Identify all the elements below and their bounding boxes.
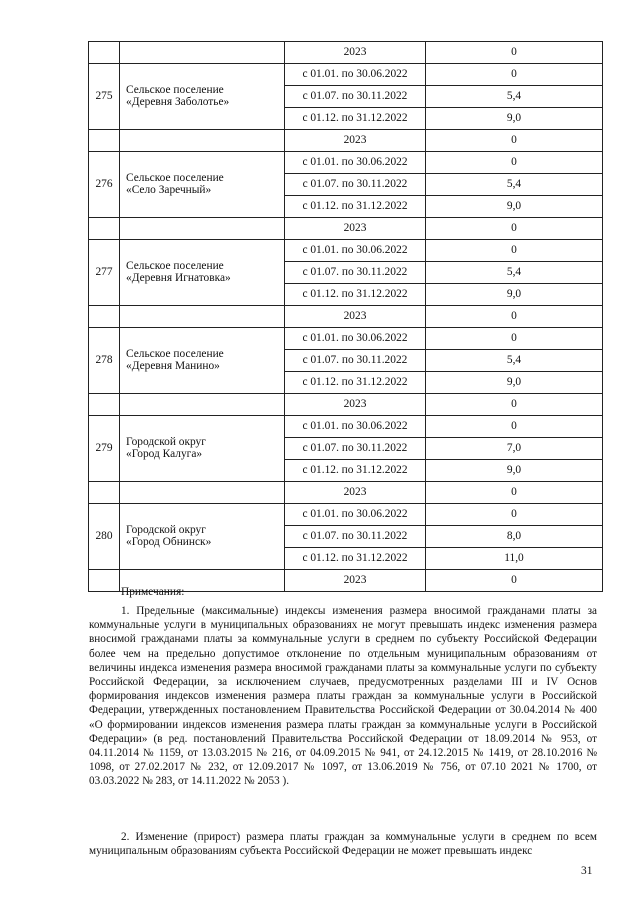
- empty-cell: [120, 218, 285, 240]
- empty-cell: [89, 570, 120, 592]
- period-cell: с 01.07. по 30.11.2022: [285, 350, 426, 372]
- period-cell: 2023: [285, 218, 426, 240]
- row-number: [89, 42, 120, 64]
- period-cell: с 01.12. по 31.12.2022: [285, 460, 426, 482]
- empty-cell: [89, 306, 120, 328]
- municipality-title: «Город Калуга»: [126, 447, 203, 460]
- value-cell: 9,0: [426, 460, 603, 482]
- table-row: [89, 218, 603, 240]
- empty-cell: [89, 482, 120, 504]
- value-cell: 0: [426, 416, 603, 438]
- table-row: [89, 504, 603, 526]
- empty-cell: [120, 130, 285, 152]
- table-row: [89, 482, 603, 504]
- period-cell: с 01.12. по 31.12.2022: [285, 108, 426, 130]
- period-cell: с 01.01. по 30.06.2022: [285, 328, 426, 350]
- table-row: [89, 152, 603, 174]
- value-cell: 0: [426, 240, 603, 262]
- table-row: [89, 130, 603, 152]
- notes-title: Примечания:: [121, 586, 185, 598]
- table-row: [89, 42, 603, 64]
- empty-cell: [120, 482, 285, 504]
- row-number: 280: [89, 504, 120, 570]
- row-number: 279: [89, 416, 120, 482]
- table-row: [89, 306, 603, 328]
- value-cell: 5,4: [426, 86, 603, 108]
- value-cell: 0: [426, 394, 603, 416]
- municipality-type: Сельское поселение: [126, 83, 224, 96]
- value-cell: 8,0: [426, 526, 603, 548]
- municipality-type: Городской округ: [126, 523, 206, 536]
- municipality-name: [120, 416, 285, 482]
- period-cell: с 01.01. по 30.06.2022: [285, 504, 426, 526]
- municipality-title: «Деревня Игнатовка»: [126, 271, 231, 284]
- row-number: 276: [89, 152, 120, 218]
- value-cell: 9,0: [426, 372, 603, 394]
- municipality-name: [120, 504, 285, 570]
- municipality-title: «Деревня Заболотье»: [126, 95, 230, 108]
- row-number: 275: [89, 64, 120, 130]
- value-cell: 11,0: [426, 548, 603, 570]
- period-cell: с 01.07. по 30.11.2022: [285, 438, 426, 460]
- table-row: [89, 240, 603, 262]
- period-cell: 2023: [285, 394, 426, 416]
- period-cell: с 01.07. по 30.11.2022: [285, 262, 426, 284]
- period-cell: с 01.12. по 31.12.2022: [285, 284, 426, 306]
- period-cell: 2023: [285, 42, 426, 64]
- municipality-type: Сельское поселение: [126, 347, 224, 360]
- period-cell: с 01.01. по 30.06.2022: [285, 416, 426, 438]
- period-cell: с 01.12. по 31.12.2022: [285, 372, 426, 394]
- municipality-name: [120, 240, 285, 306]
- municipality-name: [120, 42, 285, 64]
- empty-cell: [120, 394, 285, 416]
- table-row: [89, 394, 603, 416]
- value-cell: 5,4: [426, 174, 603, 196]
- value-cell: 0: [426, 570, 603, 592]
- value-cell: 5,4: [426, 350, 603, 372]
- value-cell: 0: [426, 130, 603, 152]
- note-paragraph-1: 1. Предельные (максимальные) индексы изменения размера вносимой гражданами платы за коммунальные услуги в муниципальных образованиях не могут превышать индекс изменения размера вносимой гражданами платы за коммунальные услуги в среднем по субъекту Российской Федерации более чем на предельно допустимое отклонение по отдельным муниципальным образованиям от величины индекса изменения размера вносимой гражданами платы за коммунальные услуги по субъекту Российской Федерации, за исключением случаев, предусмотренных разделами III и IV Основ формирования индексов изменения размера платы граждан за коммунальные услуги в Российской Федерации, утвержденных постановлением Правительства Российской Федерации от 30.04.2014 № 400 «О формировании индексов изменения размера платы граждан за коммунальные услуги в Российской Федерации» (в ред. постановлений Правительства Российской Федерации от 18.09.2014 № 953, от 04.11.2014 № 1159, от 13.03.2015 № 216, от 04.09.2015 № 941, от 24.12.2015 № 1419, от 28.10.2016 № 1098, от 27.02.2017 № 232, от 12.09.2017 № 1097, от 13.06.2019 № 756, от 07.10 2021 № 1700, от 03.03.2022 № 283, от 14.11.2022 № 2053 ).: [89, 605, 597, 788]
- value-cell: 0: [426, 306, 603, 328]
- value-cell: 0: [426, 482, 603, 504]
- value-cell: 9,0: [426, 284, 603, 306]
- value-cell: 0: [426, 152, 603, 174]
- table-row: [89, 64, 603, 86]
- empty-cell: [89, 394, 120, 416]
- period-cell: 2023: [285, 306, 426, 328]
- municipality-title: «Город Обнинск»: [126, 535, 212, 548]
- empty-cell: [89, 130, 120, 152]
- municipality-title: «Село Заречный»: [126, 183, 212, 196]
- municipality-name: [120, 64, 285, 130]
- value-cell: 0: [426, 328, 603, 350]
- period-cell: с 01.07. по 30.11.2022: [285, 174, 426, 196]
- value-cell: 7,0: [426, 438, 603, 460]
- municipality-type: Сельское поселение: [126, 171, 224, 184]
- period-cell: с 01.01. по 30.06.2022: [285, 152, 426, 174]
- period-cell: 2023: [285, 570, 426, 592]
- row-number: 277: [89, 240, 120, 306]
- table-row: [89, 416, 603, 438]
- period-cell: 2023: [285, 482, 426, 504]
- period-cell: с 01.07. по 30.11.2022: [285, 86, 426, 108]
- municipality-name: [120, 328, 285, 394]
- municipality-title: «Деревня Манино»: [126, 359, 220, 372]
- note-paragraph-2: 2. Изменение (прирост) размера платы граждан за коммунальные услуги в среднем по всем муниципальным образованиям субъекта Российской Федерации не может превышать индекс: [89, 831, 597, 858]
- period-cell: 2023: [285, 130, 426, 152]
- municipality-type: Сельское поселение: [126, 259, 224, 272]
- index-table: [88, 41, 603, 592]
- value-cell: 0: [426, 504, 603, 526]
- value-cell: 9,0: [426, 108, 603, 130]
- page-number: 31: [581, 865, 593, 877]
- value-cell: 5,4: [426, 262, 603, 284]
- value-cell: 0: [426, 42, 603, 64]
- period-cell: с 01.07. по 30.11.2022: [285, 526, 426, 548]
- empty-cell: [89, 218, 120, 240]
- value-cell: 0: [426, 64, 603, 86]
- table-row: [89, 328, 603, 350]
- municipality-type: Городской округ: [126, 435, 206, 448]
- empty-cell: [120, 306, 285, 328]
- period-cell: с 01.01. по 30.06.2022: [285, 240, 426, 262]
- period-cell: с 01.12. по 31.12.2022: [285, 548, 426, 570]
- value-cell: 0: [426, 218, 603, 240]
- row-number: 278: [89, 328, 120, 394]
- value-cell: 9,0: [426, 196, 603, 218]
- period-cell: с 01.12. по 31.12.2022: [285, 196, 426, 218]
- municipality-name: [120, 152, 285, 218]
- period-cell: с 01.01. по 30.06.2022: [285, 64, 426, 86]
